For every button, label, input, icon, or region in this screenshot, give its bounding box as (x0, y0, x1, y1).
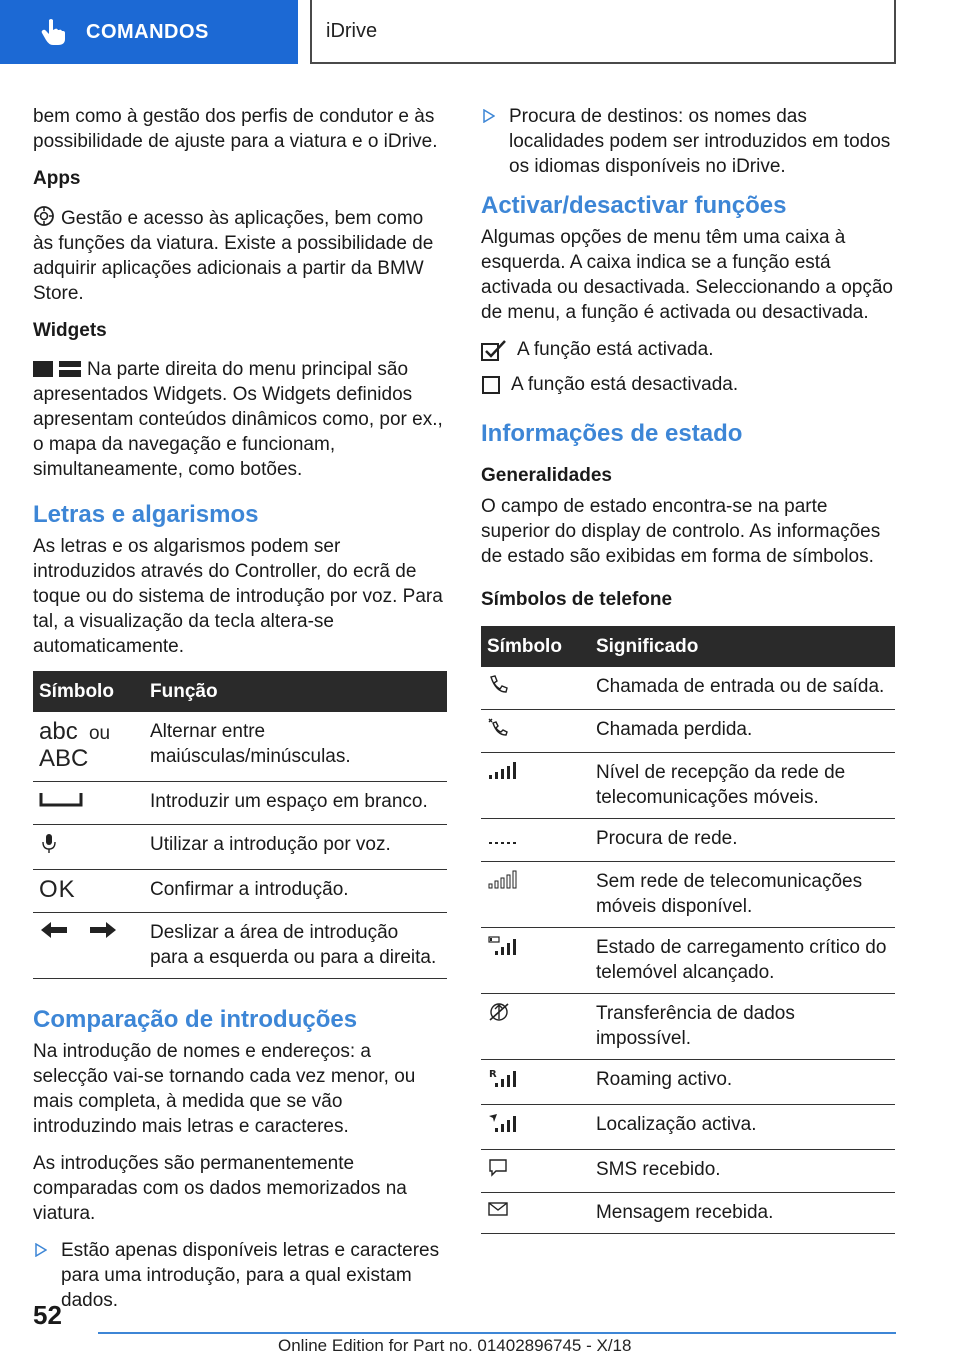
ok-symbol (33, 870, 144, 913)
apps-paragraph (33, 205, 447, 306)
microphone-icon (39, 832, 59, 854)
meaning-cell: Estado de carregamento crítico do telemóvel alcançado. (590, 928, 895, 994)
compare-paragraph-1: Na introdução de nomes e endereços: a selecção vai-se tornando cada vez menor, ou mais completa, à medida que se vão introduzindo mais letras e caracteres. (33, 1041, 416, 1137)
table-row (33, 782, 447, 825)
right-column (481, 104, 895, 1234)
footer-edition: Online Edition for Part no. 01402896745 - X/18 (278, 1336, 632, 1355)
arrow-right-icon (88, 920, 118, 940)
apps-icon (33, 205, 55, 227)
table-row (481, 862, 895, 928)
table-header-row (481, 626, 895, 667)
header-title-box (310, 0, 896, 64)
meaning-cell: Mensagem recebida. (590, 1193, 895, 1234)
meaning-cell: Nível de recepção da rede de telecomunicações móveis. (590, 753, 895, 819)
apps-title: Apps (33, 168, 81, 189)
letters-paragraph: As letras e os algarismos podem ser introduzidos através do Controller, do ecrã de toque ou do sistema de introdução por voz. Para tal, a visualização da tecla altera-se automaticamente. (33, 536, 443, 657)
symbol-cell (481, 1150, 590, 1193)
compare-paragraph-2: As introduções são permanentemente comparadas com os dados memorizados na viatura. (33, 1153, 407, 1224)
space-bar-icon (39, 789, 83, 809)
symbol-cell (481, 667, 590, 710)
header-title: iDrive (326, 19, 378, 42)
case-toggle-symbol (33, 712, 144, 782)
table-row (481, 753, 895, 819)
symbol-cell (481, 819, 590, 862)
meaning-cell: Procura de rede. (590, 819, 895, 862)
unchecked-text: A função está desactivada. (511, 374, 739, 395)
no-network-icon (487, 869, 517, 889)
swipe-symbol (33, 913, 144, 979)
symbol-cell (481, 862, 590, 928)
table-row (481, 1060, 895, 1105)
table-cell-function: Deslizar a área de introdução para a esquerda ou para a direita. (144, 913, 447, 979)
footer-divider (98, 1332, 896, 1334)
table-cell-function: Utilizar a introdução por voz. (144, 825, 447, 870)
location-icon (487, 1112, 517, 1134)
table-row (33, 913, 447, 979)
svg-text:R: R (489, 1069, 497, 1080)
low-battery-icon (487, 935, 517, 957)
no-data-icon (487, 1001, 511, 1023)
section-tab (0, 0, 298, 64)
meaning-cell: Chamada perdida. (590, 710, 895, 753)
symbol-cell (481, 1193, 590, 1234)
table-row (33, 712, 447, 782)
symbol-cell (481, 1105, 590, 1150)
phone-symbols-title: Símbolos de telefone (481, 589, 673, 610)
letters-heading: Letras e algarismos (33, 501, 259, 528)
table-header-row (33, 671, 447, 712)
phone-symbols-table (481, 626, 895, 1234)
table-row (481, 667, 895, 710)
activate-paragraph: Algumas opções de menu têm uma caixa à esquerda. A caixa indica se a função está activada ou desactivada. Seleccionando a opção de menu, a função é activada ou desactivada. (481, 227, 893, 323)
apps-text: Gestão e acesso às aplicações, bem como às funções da viatura. Existe a possibilidade de adquirir aplicações adicionais a partir da BMW Store. (33, 208, 434, 304)
missed-call-icon (487, 717, 509, 737)
triangle-bullet-icon (483, 109, 495, 123)
table-header-meaning: Significado (590, 626, 895, 667)
table-row (481, 710, 895, 753)
table-row (481, 928, 895, 994)
symbol-cell (481, 753, 590, 819)
activate-heading: Activar/desactivar funções (481, 192, 787, 219)
table-row (481, 994, 895, 1060)
table-row (481, 819, 895, 862)
general-paragraph: O campo de estado encontra-se na parte superior do display de controlo. As informações de estado são exibidas em forma de símbolos. (481, 496, 881, 567)
symbol-cell (481, 994, 590, 1060)
or-word: ou (88, 723, 111, 744)
section-label: COMANDOS (86, 20, 209, 43)
meaning-cell: SMS recebido. (590, 1150, 895, 1193)
widgets-text: Na parte direita do menu principal são apresentados Widgets. Os Widgets definidos apresentam conteúdos dinâmicos como, por ex., o mapa da navegação e funcionam, simultaneamente, como botões. (33, 359, 443, 480)
meaning-cell: Transferência de dados impossível. (590, 994, 895, 1060)
status-heading: Informações de estado (481, 420, 743, 447)
table-cell-function: Introduzir um espaço em branco. (144, 782, 447, 825)
table-row (33, 870, 447, 913)
left-column (33, 104, 447, 1325)
compare-heading: Comparação de introduções (33, 1006, 358, 1033)
ok-text: OK (39, 876, 76, 903)
symbol-cell (481, 928, 590, 994)
table-cell-function: Confirmar a introdução. (144, 870, 447, 913)
meaning-cell: Localização activa. (590, 1105, 895, 1150)
compare-bullet (33, 1238, 447, 1313)
arrow-left-icon (39, 920, 69, 940)
table-header-symbol: Símbolo (33, 671, 144, 712)
message-icon (487, 1200, 509, 1218)
meaning-cell: Sem rede de telecomunicações móveis disponível. (590, 862, 895, 928)
symbol-cell (481, 710, 590, 753)
meaning-cell: Roaming activo. (590, 1060, 895, 1105)
roaming-icon (487, 1067, 517, 1089)
table-header-symbol: Símbolo (481, 626, 590, 667)
table-cell-function: Alternar entre maiúsculas/minúsculas. (144, 712, 447, 782)
network-search-icon (487, 826, 517, 846)
table-row (481, 1193, 895, 1234)
table-header-function: Função (144, 671, 447, 712)
unchecked-row (481, 372, 895, 397)
compare-bullet-text: Estão apenas disponíveis letras e caracteres para uma introdução, para a qual existam dados. (61, 1240, 440, 1311)
checked-row (481, 337, 895, 362)
table-row (481, 1105, 895, 1150)
input-symbols-table (33, 671, 447, 979)
destination-bullet (481, 104, 895, 179)
meaning-cell: Chamada de entrada ou de saída. (590, 667, 895, 710)
signal-level-icon (487, 760, 517, 780)
table-row (481, 1150, 895, 1193)
phone-call-icon (487, 674, 509, 694)
general-title: Generalidades (481, 465, 612, 486)
page-number: 52 (33, 1300, 62, 1330)
intro-paragraph: bem como à gestão dos perfis de condutor e às possibilidade de ajuste para a viatura e o iDrive. (33, 106, 438, 152)
widgets-paragraph (33, 357, 447, 482)
sms-icon (487, 1157, 509, 1177)
symbol-cell (481, 1060, 590, 1105)
checked-text: A função está activada. (517, 339, 714, 360)
table-row (33, 825, 447, 870)
voice-symbol (33, 825, 144, 870)
space-symbol (33, 782, 144, 825)
lowercase-symbol: abc (39, 718, 78, 745)
triangle-bullet-icon (35, 1243, 47, 1257)
hand-pointer-icon (40, 18, 66, 46)
widgets-title: Widgets (33, 320, 107, 341)
checkbox-empty-icon (481, 375, 501, 395)
page-header (0, 0, 960, 66)
checkbox-checked-icon (481, 339, 507, 361)
destination-bullet-text: Procura de destinos: os nomes das localidades podem ser introduzidos em todos os idiomas disponíveis no iDrive. (509, 106, 891, 177)
widgets-icon (33, 360, 81, 378)
uppercase-symbol: ABC (39, 745, 89, 772)
